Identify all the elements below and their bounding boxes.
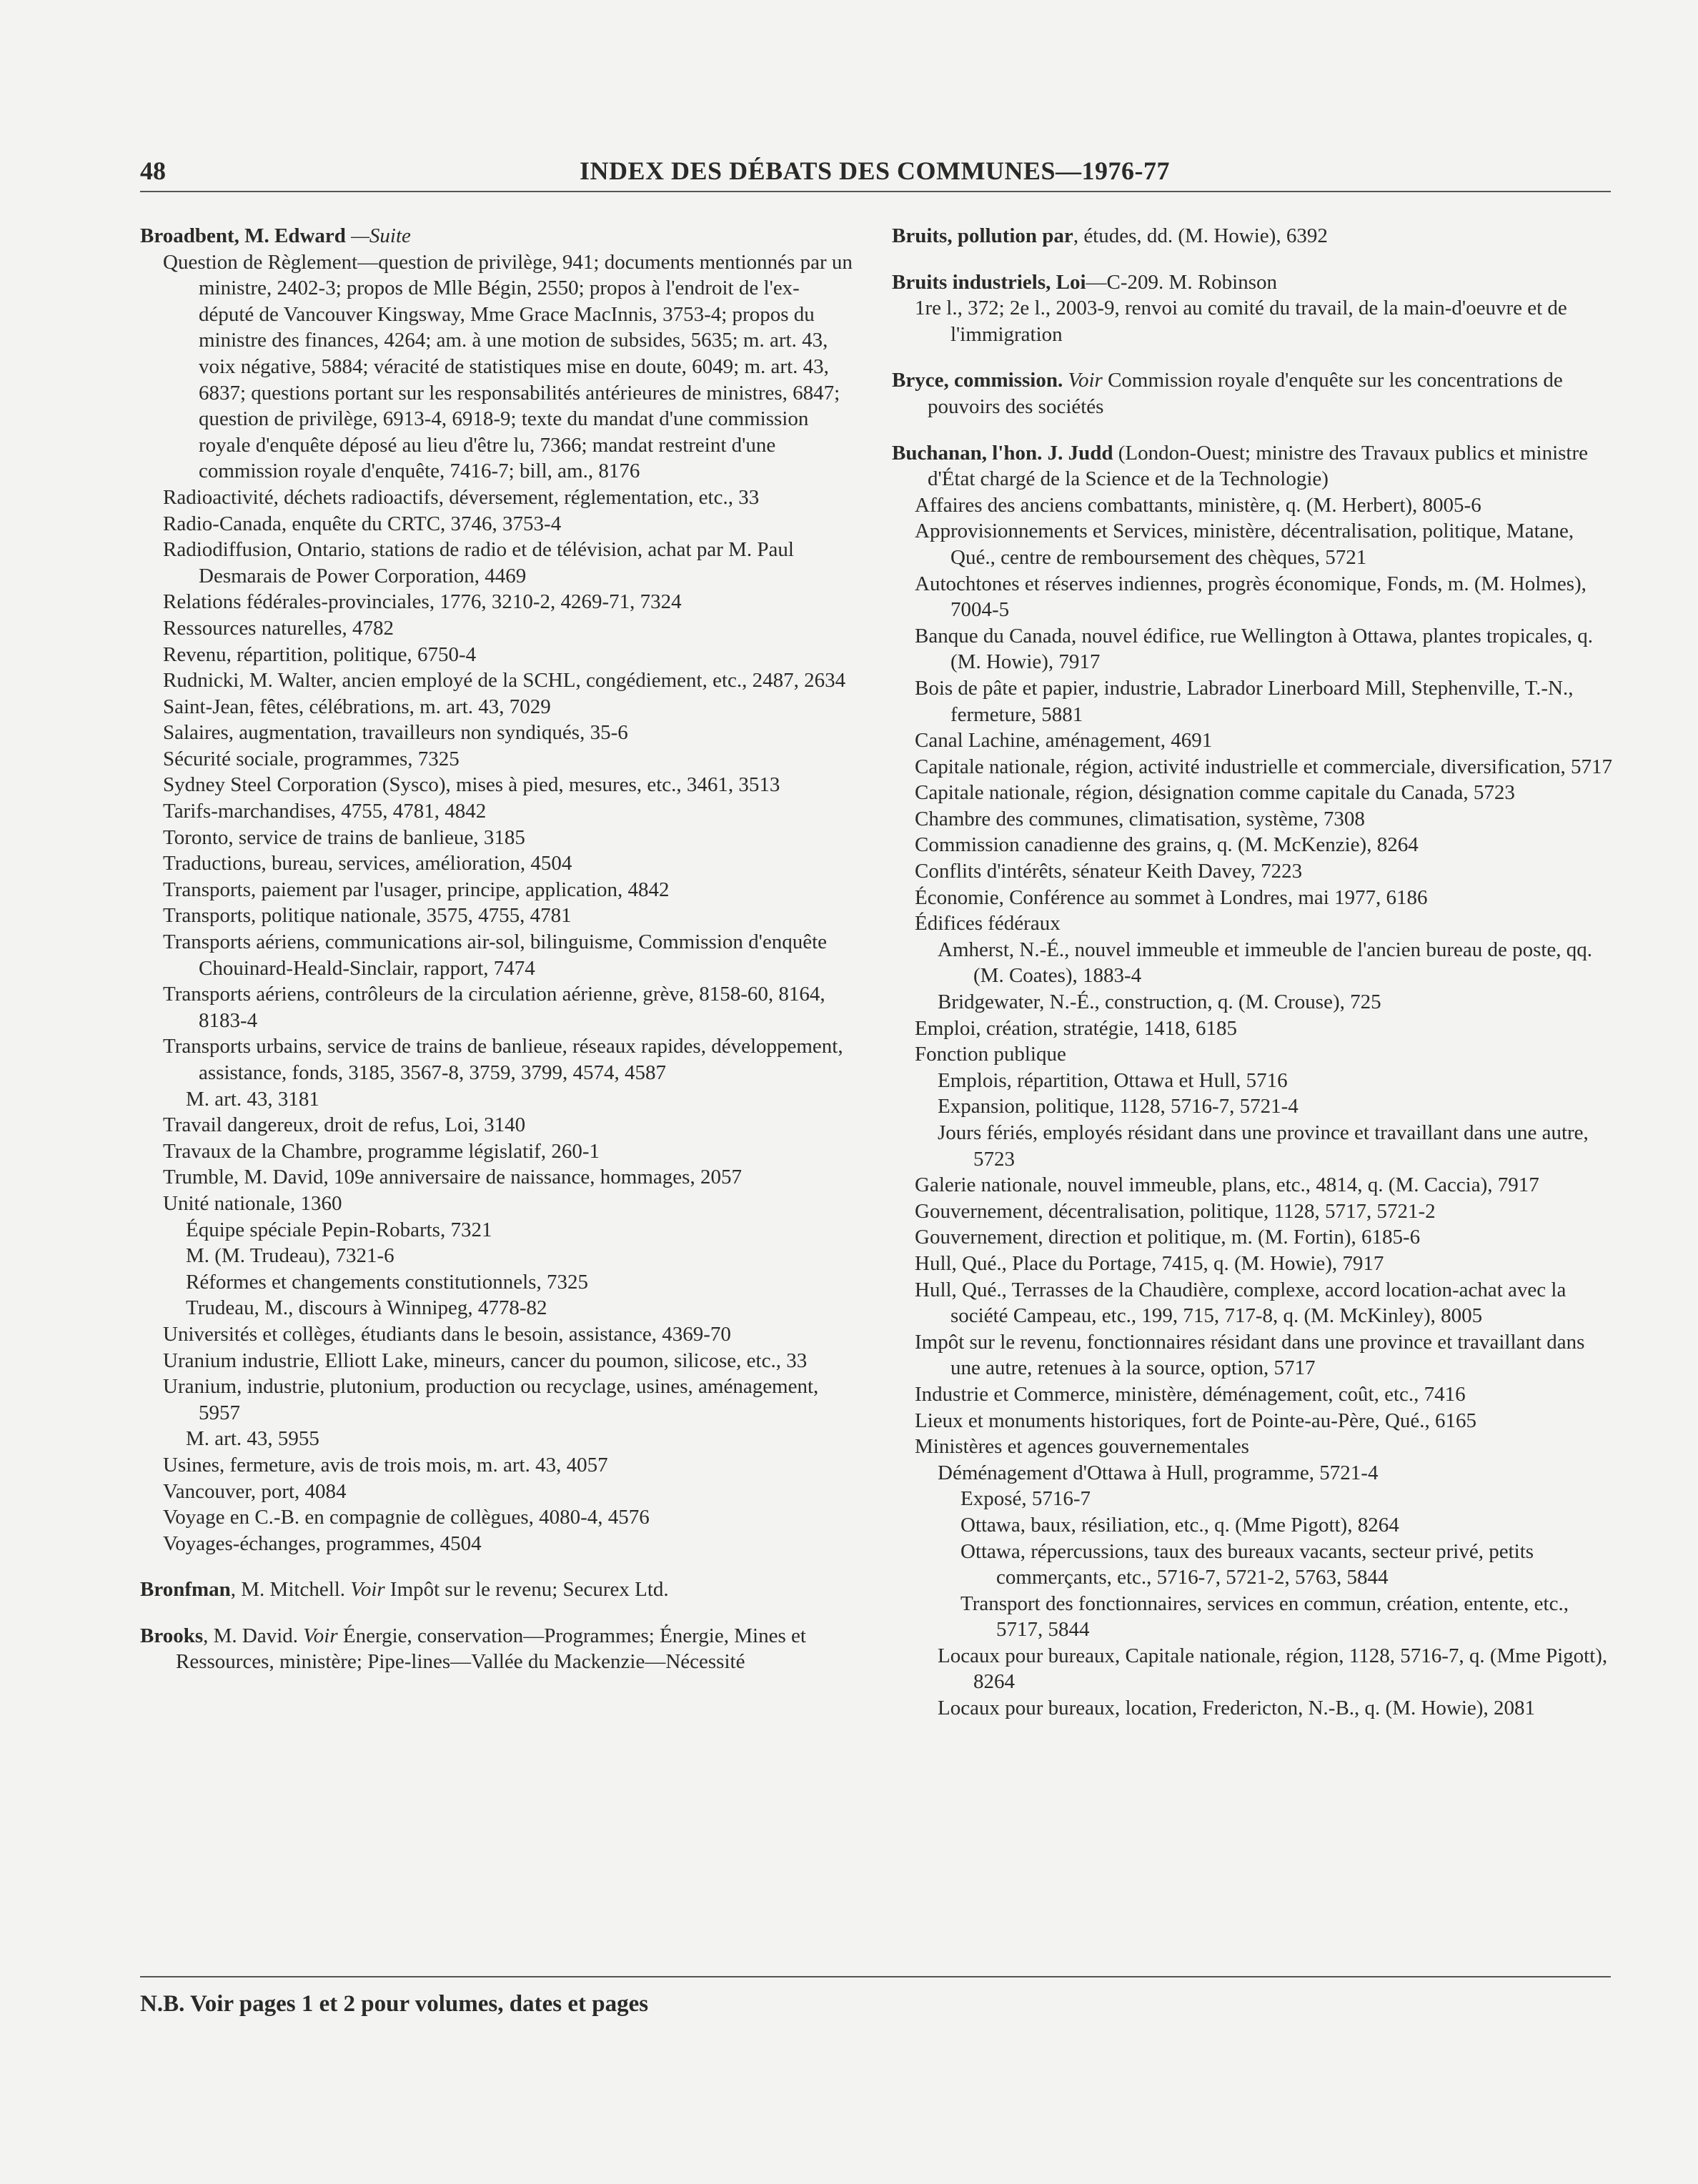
- footer-rule: [140, 1976, 1611, 1977]
- list-item: Gouvernement, décentralisation, politique, 1128, 5717, 5721-2: [915, 1199, 1436, 1223]
- list-item: Transports aériens, communications air-sol, bilinguisme, Commission d'enquête Chouinard-Heald-Sinclair, rapport, 7474: [163, 930, 828, 980]
- page-number: 48: [140, 157, 166, 185]
- list-item: Sydney Steel Corporation (Sysco), mises à pied, mesures, etc., 3461, 3513: [163, 773, 780, 797]
- entry-detail: , M. David.: [203, 1624, 304, 1647]
- page-title: INDEX DES DÉBATS DES COMMUNES—1976-77: [580, 157, 1170, 185]
- list-item: Chambre des communes, climatisation, système, 7308: [915, 807, 1365, 830]
- footer-note: N.B. Voir pages 1 et 2 pour volumes, dates et pages: [140, 1991, 649, 2017]
- list-item: Hull, Qué., Terrasses de la Chaudière, complexe, accord location-achat avec la société Campeau, etc., 199, 715, 717-8, q. (M. McKinley), 8005: [915, 1278, 1567, 1328]
- list-subsubitem: Transport des fonctionnaires, services en commun, création, entente, etc., 5717, 5844: [960, 1592, 1569, 1642]
- list-item: Transports, politique nationale, 3575, 4755, 4781: [163, 904, 572, 928]
- list-item: Gouvernement, direction et politique, m. (M. Fortin), 6185-6: [915, 1226, 1421, 1249]
- list-item: Sécurité sociale, programmes, 7325: [163, 747, 460, 770]
- entry-detail: (London-Ouest; ministre des Travaux publics et ministre d'État chargé de la Science et de la Technologie): [928, 441, 1588, 491]
- cross-reference: Commission royale d'enquête sur les concentrations de pouvoirs des sociétés: [928, 369, 1563, 418]
- index-entry-bryce: [892, 367, 1614, 420]
- list-item: 1re l., 372; 2e l., 2003-9, renvoi au comité du travail, de la main-d'oeuvre et de l'immigration: [915, 297, 1567, 346]
- entry-name: Brooks: [140, 1624, 204, 1647]
- list-item: Capitale nationale, région, désignation comme capitale du Canada, 5723: [915, 781, 1515, 805]
- entry-heading: [892, 223, 1614, 249]
- list-subitem: Jours fériés, employés résidant dans une province et travaillant dans une autre, 5723: [938, 1121, 1589, 1171]
- list-item: Relations fédérales-provinciales, 1776, 3210-2, 4269-71, 7324: [163, 590, 682, 614]
- list-item: Radioactivité, déchets radioactifs, déversement, réglementation, etc., 33: [163, 485, 760, 509]
- index-entry-buchanan: [892, 440, 1614, 1722]
- list-item: Usines, fermeture, avis de trois mois, m. art. 43, 4057: [163, 1453, 608, 1476]
- list-item: Fonction publique: [915, 1043, 1066, 1066]
- list-subitem: M. art. 43, 5955: [186, 1427, 319, 1451]
- list-subitem: Amherst, N.-É., nouvel immeuble et immeuble de l'ancien bureau de poste, qq. (M. Coates), 1883-4: [938, 938, 1593, 988]
- entry-heading: [140, 1623, 855, 1675]
- index-entry-bronfman: [140, 1577, 855, 1603]
- entry-name: Bruits, pollution par: [892, 224, 1073, 247]
- list-item: Tarifs-marchandises, 4755, 4781, 4842: [163, 800, 487, 823]
- entry-detail: , M. Mitchell.: [230, 1578, 351, 1602]
- voir-label: Voir: [1068, 369, 1103, 392]
- list-subitem: Équipe spéciale Pepin-Robarts, 7321: [186, 1218, 492, 1241]
- list-item: Affaires des anciens combattants, ministère, q. (M. Herbert), 8005-6: [915, 493, 1481, 517]
- cross-reference: Énergie, conservation—Programmes; Énergie, Mines et Ressources, ministère; Pipe-lines—Vallée du Mackenzie—Nécessité: [176, 1624, 806, 1674]
- list-item: Uranium, industrie, plutonium, production ou recyclage, usines, aménagement, 5957: [163, 1375, 819, 1424]
- list-item: Travail dangereux, droit de refus, Loi, 3140: [163, 1113, 526, 1137]
- list-item: Édifices fédéraux: [915, 912, 1061, 935]
- index-entry-bruits-pollution: [892, 223, 1614, 249]
- entry-heading: [892, 269, 1614, 296]
- list-subitem: Bridgewater, N.-É., construction, q. (M. Crouse), 725: [938, 991, 1381, 1014]
- list-item: Radio-Canada, enquête du CRTC, 3746, 3753-4: [163, 512, 562, 535]
- list-item: Lieux et monuments historiques, fort de Pointe-au-Père, Qué., 6165: [915, 1409, 1477, 1432]
- page-header: [140, 156, 1609, 192]
- list-item: Hull, Qué., Place du Portage, 7415, q. (M. Howie), 7917: [915, 1251, 1384, 1275]
- list-item: Rudnicki, M. Walter, ancien employé de la SCHL, congédiement, etc., 2487, 2634: [163, 669, 846, 693]
- list-item: Ressources naturelles, 4782: [163, 616, 394, 640]
- entry-detail: , études, dd. (M. Howie), 6392: [1073, 224, 1328, 247]
- list-item: Toronto, service de trains de banlieue, 3185: [163, 825, 525, 849]
- entry-detail: —C-209. M. Robinson: [1086, 270, 1278, 294]
- entry-name: Buchanan, l'hon. J. Judd: [892, 441, 1113, 465]
- list-item: Galerie nationale, nouvel immeuble, plans, etc., 4814, q. (M. Caccia), 7917: [915, 1173, 1539, 1197]
- list-subitem: Réformes et changements constitutionnels, 7325: [186, 1270, 588, 1294]
- index-entry-bruits-loi: [892, 269, 1614, 348]
- list-item: Économie, Conférence au sommet à Londres, mai 1977, 6186: [915, 885, 1428, 909]
- list-item: Transports, paiement par l'usager, principe, application, 4842: [163, 878, 670, 901]
- header-rule: [140, 191, 1611, 192]
- list-subitem: M. (M. Trudeau), 7321-6: [186, 1244, 394, 1268]
- index-entry-broadbent: [140, 223, 855, 1557]
- list-item: Question de Règlement—question de privilège, 941; documents mentionnés par un ministre, 2402-3; propos de Mlle Bégin, 2550; propos à l'endroit de l'ex-député de Vancouver Kingsway, Mme Grace MacInnis, 3753-4; propos du ministre des finances, 4264; am. à une motion de subsides, 5635; m. art. 43, voix négative, 5884; véracité de statistiques mise en doute, 6049; m. art. 43, 6837; questions portant sur les responsabilités antérieures de ministres, 6847; question de privilège, 6913-4, 6918-9; texte du mandat d'une commission royale d'enquête déposé au lieu d'être lu, 7366; mandat restreint d'une commission royale d'enquête, 7416-7; bill, am., 8176: [163, 250, 853, 483]
- entry-name: Broadbent, M. Edward: [140, 224, 346, 247]
- cross-reference: Impôt sur le revenu; Securex Ltd.: [384, 1578, 669, 1602]
- voir-label: Voir: [303, 1624, 338, 1647]
- list-item: Capitale nationale, région, activité industrielle et commerciale, diversification, 5717: [915, 755, 1612, 778]
- list-subsubitem: Ottawa, répercussions, taux des bureaux vacants, secteur privé, petits commerçants, etc., 5716-7, 5721-2, 5763, 5844: [960, 1539, 1534, 1589]
- index-entry-brooks: [140, 1623, 855, 1675]
- list-item: Impôt sur le revenu, fonctionnaires résidant dans une province et travaillant dans une autre, retenues à la source, option, 5717: [915, 1330, 1585, 1380]
- list-item: Ministères et agences gouvernementales: [915, 1435, 1249, 1459]
- list-item: Universités et collèges, étudiants dans le besoin, assistance, 4369-70: [163, 1322, 731, 1346]
- list-subitem: Trudeau, M., discours à Winnipeg, 4778-82: [186, 1296, 547, 1320]
- list-item: Vancouver, port, 4084: [163, 1479, 347, 1503]
- entry-heading: [140, 1577, 855, 1603]
- entry-name: Bruits industriels, Loi: [892, 270, 1086, 294]
- entry-heading: [892, 440, 1614, 492]
- list-item: Saint-Jean, fêtes, célébrations, m. art. 43, 7029: [163, 695, 551, 718]
- list-subitem: M. art. 43, 3181: [186, 1087, 319, 1111]
- list-item: Commission canadienne des grains, q. (M. McKenzie), 8264: [915, 833, 1419, 857]
- list-subsubitem: Ottawa, baux, résiliation, etc., q. (Mme Pigott), 8264: [960, 1513, 1399, 1537]
- entry-heading: [892, 367, 1614, 420]
- list-item: Trumble, M. David, 109e anniversaire de naissance, hommages, 2057: [163, 1166, 742, 1189]
- list-item: Voyage en C.-B. en compagnie de collègues, 4080-4, 4576: [163, 1506, 650, 1529]
- list-item: Radiodiffusion, Ontario, stations de radio et de télévision, achat par M. Paul Desmarais de Power Corporation, 4469: [163, 538, 794, 587]
- list-item: Transports urbains, service de trains de banlieue, réseaux rapides, développement, assistance, fonds, 3185, 3567-8, 3759, 3799, 4574, 4587: [163, 1035, 843, 1084]
- list-subitem: Locaux pour bureaux, location, Fredericton, N.-B., q. (M. Howie), 2081: [938, 1697, 1535, 1720]
- list-item: Conflits d'intérêts, sénateur Keith Davey, 7223: [915, 860, 1303, 883]
- list-subitem: Locaux pour bureaux, Capitale nationale, région, 1128, 5716-7, q. (Mme Pigott), 8264: [938, 1644, 1608, 1694]
- list-item: Salaires, augmentation, travailleurs non syndiqués, 35-6: [163, 721, 628, 745]
- list-item: Approvisionnements et Services, ministère, décentralisation, politique, Matane, Qué., centre de remboursement des chèques, 5721: [915, 520, 1574, 569]
- list-item: Transports aériens, contrôleurs de la circulation aérienne, grève, 8158-60, 8164, 8183-4: [163, 983, 825, 1032]
- list-item: Canal Lachine, aménagement, 4691: [915, 729, 1213, 753]
- list-item: Travaux de la Chambre, programme législatif, 260-1: [163, 1139, 600, 1163]
- list-item: Unité nationale, 1360: [163, 1191, 342, 1215]
- list-item: Autochtones et réserves indiennes, progrès économique, Fonds, m. (M. Holmes), 7004-5: [915, 572, 1587, 622]
- voir-label: Voir: [350, 1578, 385, 1602]
- list-item: Industrie et Commerce, ministère, déménagement, coût, etc., 7416: [915, 1382, 1466, 1406]
- left-column: [140, 223, 855, 1695]
- entry-suite: —Suite: [345, 224, 411, 247]
- list-item: Voyages-échanges, programmes, 4504: [163, 1532, 482, 1555]
- list-subitem: Expansion, politique, 1128, 5716-7, 5721-4: [938, 1095, 1299, 1118]
- list-subsubitem: Exposé, 5716-7: [960, 1487, 1091, 1511]
- list-item: Revenu, répartition, politique, 6750-4: [163, 642, 477, 666]
- entry-heading: [140, 223, 855, 249]
- list-item: Uranium industrie, Elliott Lake, mineurs, cancer du poumon, silicose, etc., 33: [163, 1349, 808, 1372]
- list-item: Emploi, création, stratégie, 1418, 6185: [915, 1016, 1238, 1040]
- entry-name: Bryce, commission.: [892, 369, 1063, 392]
- list-subitem: Emplois, répartition, Ottawa et Hull, 5716: [938, 1068, 1288, 1092]
- list-subitem: Déménagement d'Ottawa à Hull, programme, 5721-4: [938, 1461, 1379, 1484]
- list-item: Banque du Canada, nouvel édifice, rue Wellington à Ottawa, plantes tropicales, q. (M. Howie), 7917: [915, 624, 1593, 674]
- right-column: [892, 223, 1614, 1742]
- entry-name: Bronfman: [140, 1578, 231, 1602]
- list-item: Bois de pâte et papier, industrie, Labrador Linerboard Mill, Stephenville, T.-N., fermeture, 5881: [915, 676, 1574, 726]
- list-item: Traductions, bureau, services, amélioration, 4504: [163, 852, 572, 875]
